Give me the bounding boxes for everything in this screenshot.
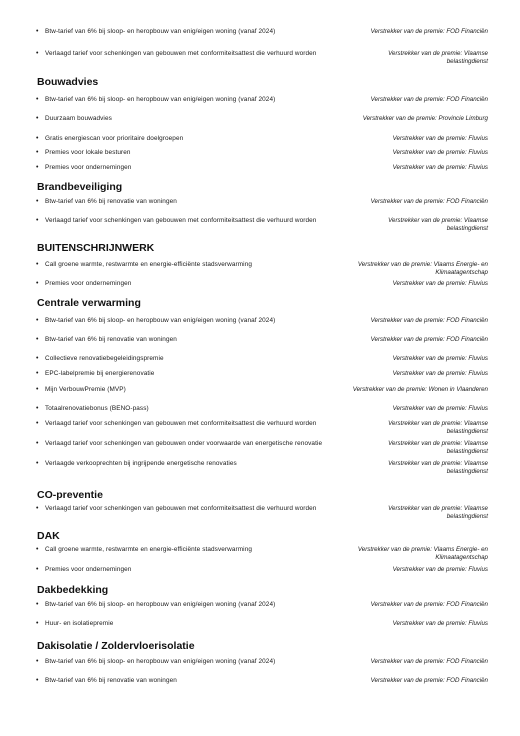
bullet-icon: • [36,198,39,205]
item-provider: Verstrekker van de premie: Vlaamse belastingdienst [388,460,488,475]
item-text: Premies voor lokale besturen [45,149,131,156]
bullet-icon: • [36,440,39,447]
item-text: Duurzaam bouwadvies [45,115,112,122]
item-text: Btw-tarief van 6% bij sloop- en heropbouw van enig/eigen woning (vanaf 2024) [45,28,276,35]
bullet-icon: • [36,420,39,427]
bullet-icon: • [36,601,39,608]
item-provider: Verstrekker van de premie: Fluvius [392,405,488,412]
bullet-icon: • [36,460,39,467]
item-provider: Verstrekker van de premie: Fluvius [392,149,488,156]
bullet-icon: • [36,149,39,156]
item-text: Verlaagd tarief voor schenkingen van gebouwen met conformiteitsattest die verhuurd worden [45,420,317,427]
section-heading: Dakisolatie / Zoldervloerisolatie [37,640,195,652]
bullet-icon: • [36,115,39,122]
bullet-icon: • [36,50,39,57]
item-provider: Verstrekker van de premie: FOD Financiën [370,96,488,103]
bullet-icon: • [36,505,39,512]
item-provider: Verstrekker van de premie: Vlaamse belastingdienst [388,420,488,435]
bullet-icon: • [36,370,39,377]
item-provider: Verstrekker van de premie: Fluvius [392,355,488,362]
item-text: Premies voor ondernemingen [45,164,132,171]
bullet-icon: • [36,280,39,287]
bullet-icon: • [36,28,39,35]
bullet-icon: • [36,677,39,684]
section-heading: Bouwadvies [37,76,99,88]
item-provider: Verstrekker van de premie: Fluvius [392,280,488,287]
item-provider: Verstrekker van de premie: Fluvius [392,135,488,142]
item-text: Verlaagd tarief voor schenkingen van gebouwen met conformiteitsattest die verhuurd worden [45,505,317,512]
item-provider: Verstrekker van de premie: Vlaamse belastingdienst [388,440,488,455]
item-text: Btw-tarief van 6% bij sloop- en heropbouw van enig/eigen woning (vanaf 2024) [45,96,276,103]
bullet-icon: • [36,658,39,665]
item-provider: Verstrekker van de premie: Fluvius [392,370,488,377]
item-text: Premies voor ondernemingen [45,566,132,573]
section-heading: Centrale verwarming [37,297,141,309]
item-provider: Verstrekker van de premie: FOD Financiën [370,336,488,343]
item-provider: Verstrekker van de premie: Vlaamse belastingdienst [388,217,488,232]
item-provider: Verstrekker van de premie: Fluvius [392,164,488,171]
bullet-icon: • [36,405,39,412]
item-provider: Verstrekker van de premie: Vlaamse belastingdienst [388,505,488,520]
bullet-icon: • [36,386,39,393]
section-heading: Dakbedekking [37,584,109,596]
item-provider: Verstrekker van de premie: FOD Financiën [370,317,488,324]
item-text: Verlaagd tarief voor schenkingen van gebouwen met conformiteitsattest die verhuurd worden [45,217,317,224]
item-text: EPC-labelpremie bij energierenovatie [45,370,155,377]
section-heading: DAK [37,530,60,542]
bullet-icon: • [36,135,39,142]
item-text: Call groene warmte, restwarmte en energie-efficiënte stadsverwarming [45,261,253,268]
item-provider: Verstrekker van de premie: Fluvius [392,566,488,573]
item-text: Btw-tarief van 6% bij sloop- en heropbouw van enig/eigen woning (vanaf 2024) [45,317,276,324]
item-text: Call groene warmte, restwarmte en energie-efficiënte stadsverwarming [45,546,253,553]
item-provider: Verstrekker van de premie: Provincie Limburg [362,115,488,122]
item-provider: Verstrekker van de premie: Wonen in Vlaanderen [352,386,488,393]
item-provider: Verstrekker van de premie: Vlaams Energie- en Klimaatagentschap [357,546,488,561]
item-provider: Verstrekker van de premie: Vlaams Energie- en Klimaatagentschap [357,261,488,276]
bullet-icon: • [36,261,39,268]
bullet-icon: • [36,355,39,362]
item-text: Verlaagde verkooprechten bij ingrijpende energetische renovaties [45,460,237,467]
section-heading: BUITENSCHRIJNWERK [37,242,155,254]
item-provider: Verstrekker van de premie: Fluvius [392,620,488,627]
bullet-icon: • [36,96,39,103]
item-provider: Verstrekker van de premie: FOD Financiën [370,198,488,205]
item-text: Collectieve renovatiebegeleidingspremie [45,355,164,362]
item-text: Btw-tarief van 6% bij renovatie van woningen [45,336,177,343]
bullet-icon: • [36,546,39,553]
item-text: Btw-tarief van 6% bij sloop- en heropbouw van enig/eigen woning (vanaf 2024) [45,658,276,665]
bullet-icon: • [36,336,39,343]
bullet-icon: • [36,217,39,224]
bullet-icon: • [36,566,39,573]
bullet-icon: • [36,620,39,627]
item-text: Premies voor ondernemingen [45,280,132,287]
item-text: Btw-tarief van 6% bij sloop- en heropbouw van enig/eigen woning (vanaf 2024) [45,601,276,608]
item-provider: Verstrekker van de premie: FOD Financiën [370,677,488,684]
item-provider: Verstrekker van de premie: FOD Financiën [370,601,488,608]
section-heading: CO-preventie [37,489,103,501]
item-text: Btw-tarief van 6% bij renovatie van woningen [45,198,177,205]
section-heading: Brandbeveiliging [37,181,123,193]
bullet-icon: • [36,317,39,324]
item-text: Mijn VerbouwPremie (MVP) [45,386,126,393]
bullet-icon: • [36,164,39,171]
item-text: Totaalrenovatiebonus (BENO-pass) [45,405,149,412]
item-text: Btw-tarief van 6% bij renovatie van woningen [45,677,177,684]
item-text: Verlaagd tarief voor schenkingen van gebouwen onder voorwaarde van energetische renovatie [45,440,323,447]
item-text: Verlaagd tarief voor schenkingen van gebouwen met conformiteitsattest die verhuurd worden [45,50,317,57]
item-provider: Verstrekker van de premie: FOD Financiën [370,28,488,35]
item-provider: Verstrekker van de premie: Vlaamse belastingdienst [388,50,488,65]
item-text: Huur- en isolatiepremie [45,620,114,627]
item-provider: Verstrekker van de premie: FOD Financiën [370,658,488,665]
item-text: Gratis energiescan voor prioritaire doelgroepen [45,135,184,142]
